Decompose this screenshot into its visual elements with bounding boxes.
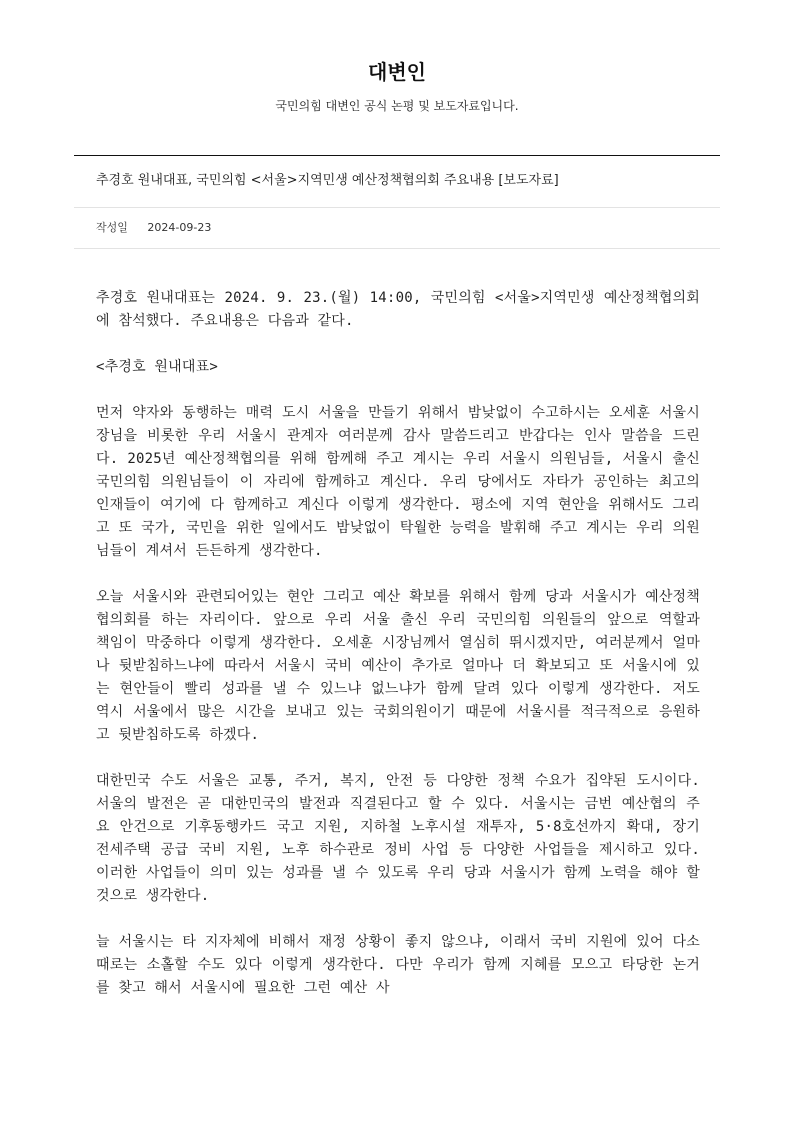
body-paragraph: 먼저 약자와 동행하는 매력 도시 서울을 만들기 위해서 밤낮없이 수고하시는 오세훈 서울시장님을 비롯한 우리 서울시 관계자 여러분께 감사 말씀드리고 반갑다는 인사 말씀을 드린다. 2025년 예산정책협의를 위해 함께해 주고 계시는 우리 서울시 의원님들, 서울시 출신 국민의힘 의원님들이 이 자리에 함께하고 계신다. 우리 당에서도 자타가 공인하는 최고의 인재들이 여기에 다 함께하고 계신다 이렇게 생각한다. 평소에 지역 현안을 위해서도 그리고 또 국가, 국민을 위한 일에서도 밤낮없이 탁월한 능력을 발휘해 주고 계시는 우리 의원님들이 계셔서 든든하게 생각한다. (96, 405, 700, 559)
site-title: 대변인 (368, 60, 426, 84)
article-date: 2024-09-23 (147, 221, 212, 234)
meta-divider (74, 248, 720, 249)
article-body (96, 287, 700, 1023)
article-title: 추경호 원내대표, 국민의힘 <서울>지역민생 예산정책협의회 주요내용 [보도자료] (96, 173, 559, 188)
header-divider (74, 155, 720, 156)
body-paragraph: <추경호 원내대표> (96, 359, 218, 375)
article-meta (96, 218, 211, 238)
site-subtitle: 국민의힘 대변인 공식 논평 및 보도자료입니다. (275, 99, 519, 113)
body-paragraph: 추경호 원내대표는 2024. 9. 23.(월) 14:00, 국민의힘 <서울>지역민생 예산정책협의회에 참석했다. 주요내용은 다음과 같다. (96, 290, 700, 329)
title-divider (74, 207, 720, 208)
body-paragraph: 오늘 서울시와 관련되어있는 현안 그리고 예산 확보를 위해서 함께 당과 서울시가 예산정책협의회를 하는 자리이다. 앞으로 우리 서울 출신 우리 국민의힘 의원들의 앞으로 역할과 책임이 막중하다 이렇게 생각한다. 오세훈 시장님께서 열심히 뛰시겠지만, 여러분께서 얼마나 뒷받침하느냐에 따라서 서울시 국비 예산이 추가로 얼마나 더 확보되고 또 서울시에 있는 현안들이 빨리 성과를 낼 수 있느냐 없느냐가 함께 달려 있다 이렇게 생각한다. 저도 역시 서울에서 많은 시간을 보내고 있는 국회의원이기 때문에 서울시를 적극적으로 응원하고 뒷받침하도록 하겠다. (96, 589, 700, 743)
date-label: 작성일 (96, 221, 128, 234)
body-paragraph: 늘 서울시는 타 지자체에 비해서 재정 상황이 좋지 않으냐, 이래서 국비 지원에 있어 다소 때로는 소홀할 수도 있다 이렇게 생각한다. 다만 우리가 함께 지혜를 모으고 타당한 논거를 찾고 해서 서울시에 필요한 그런 예산 사 (96, 934, 700, 996)
body-paragraph: 대한민국 수도 서울은 교통, 주거, 복지, 안전 등 다양한 정책 수요가 집약된 도시이다. 서울의 발전은 곧 대한민국의 발전과 직결된다고 할 수 있다. 서울시는 금번 예산협의 주요 안건으로 기후동행카드 국고 지원, 지하철 노후시설 재투자, 5·8호선까지 확대, 장기전세주택 공급 국비 지원, 노후 하수관로 정비 사업 등 다양한 사업들을 제시하고 있다. 이러한 사업들이 의미 있는 성과를 낼 수 있도록 우리 당과 서울시가 함께 노력을 해야 할 것으로 생각한다. (96, 773, 700, 904)
